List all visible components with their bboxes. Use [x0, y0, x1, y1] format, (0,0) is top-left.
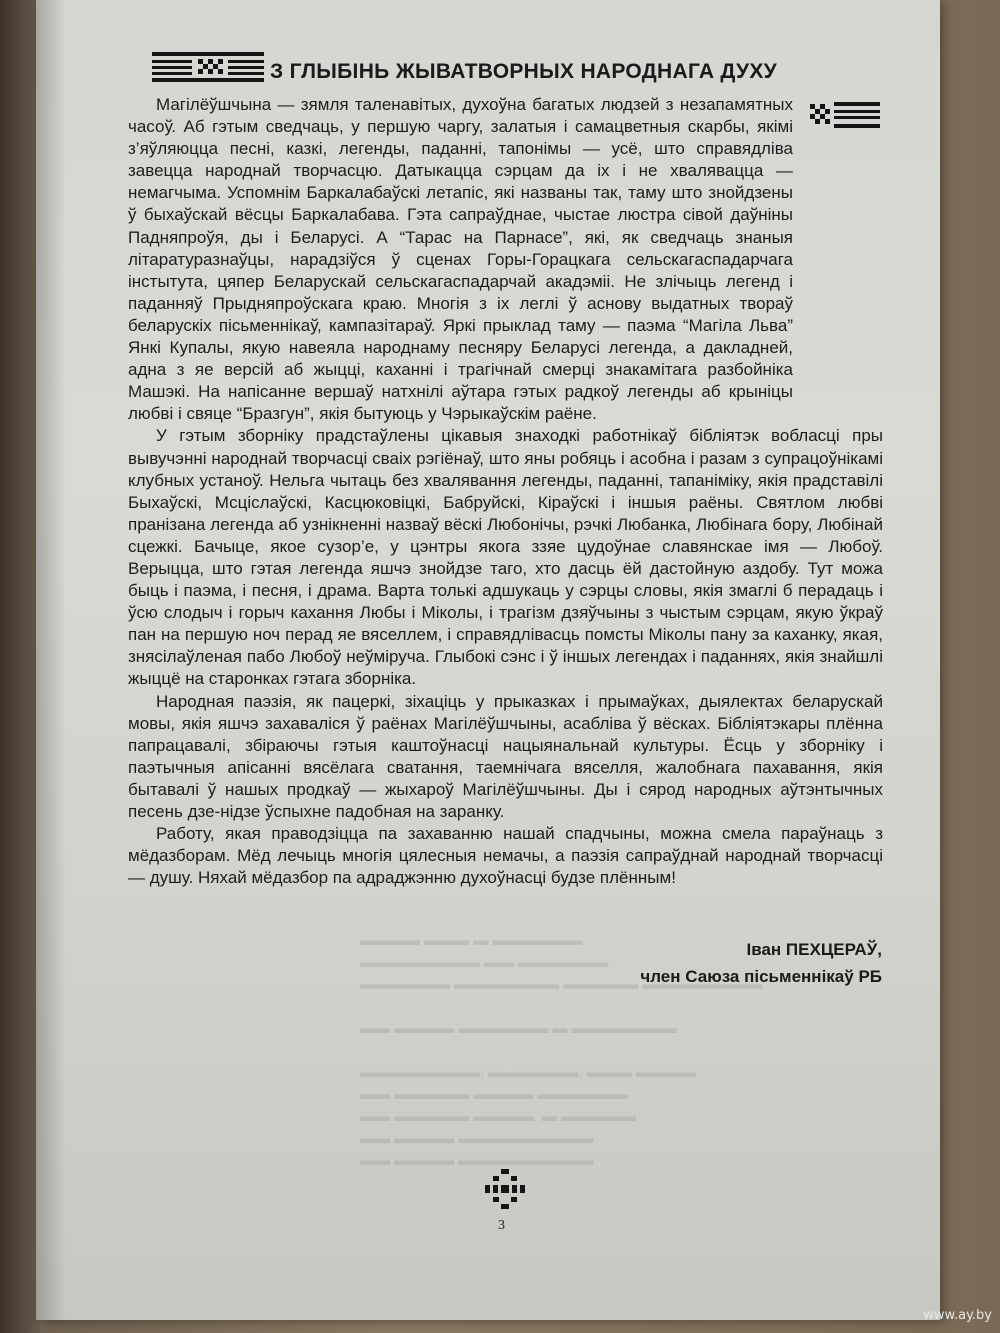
page-number: 3 — [498, 1218, 505, 1233]
page-fold-shading — [36, 0, 66, 1320]
page-spine-shadow — [0, 0, 40, 1333]
paragraph-2: У гэтым зборніку прадстаўлены цікавыя знаходкі работнікаў бібліятэк вобласці пры вывучэнні народнай творчасці сваіх рэгіёнаў, што яны робяць і асобна і разам з супрацоўнікамі клубных устаноў. Нельга чытаць без хвалявання легенды, паданні, тапаніміку, якія прадставілі Быхаўскі, Мсціслаўскі, Касцюковіцкі, Бабруйскі, Кіраўскі і іншыя раёны. Святлом любві пранізана легенда аб узнікненні назваў вёскі Любонічы, рэчкі Любанка, Любінага бору, Любінай сцежкі. Бачыце, якое сузор’е, у цэнтры якога ззяе цудоўнае славянскае імя — Любоў. Верыцца, што гэтая легенда яшчэ знойдзе таго, хто дасць ёй дастойную аздобу. Тут можа быць і паэма, і песня, і драма. Варта толькі адшукаць у сэрцы словы, якія змаглі б перадаць і ўсю слодыч і горыч кахання Любы і Міколы, і трагізм дзяўчыны з чыстым сэрцам, якую ўкраў пан на першую ноч перад яе вяселлем, і справядлівасць помсты Міколы пану за каханку, якая, знясілаўленая пабо Любоў неўміруча. Глыбокі сэнс і ў іншых легендах і паданнях, якія знайшлі жыццё на старонках гэтага зборніка. — [128, 426, 883, 689]
page-title: З ГЛЫБІНЬ ЖЫВАТВОРНЫХ НАРОДНАГА ДУХУ — [270, 60, 777, 83]
author-position: член Саюза пісьменнікаў РБ — [640, 967, 882, 986]
folk-ornament-icon — [152, 50, 264, 84]
paragraph-4: Работу, якая праводзіцца па захаванню нашай спадчыны, можна смела параўнаць з мёдазборам. Мёд лечыць многія цялесныя немачы, а паэзія сапраўднай народнай творчасці — душу. Няхай мёдазбор па адраджэнню духоўнасці будзе плённым! — [128, 824, 883, 888]
article-body — [128, 94, 883, 889]
signature-block — [382, 936, 882, 990]
paragraph-1: Магілёўшчына — зямля таленавітых, духоўна багатых людзей з незапамятных часоў. Аб гэтым сведчаць, у першую чаргу, залатыя і самацветныя скарбы, якімі з’яўляюцца песні, казкі, легенды, паданні, тапонімы — усё, што справядліва завецца народнай творчасцю. Датыкацца сэрцам да іх і не хвалявацца — немагчыма. Успомнім Баркалабаўскі летапіс, які названы так, таму што знойдзены ў быхаўскай вёсцы Баркалабава. Гэта сапраўднае, чыстае люстра сівой даўніны Падняпроўя, ды і Беларусі. А “Тарас на Парнасе”, які, як сведчаць знаныя літаратуразнаўцы, нарадзіўся ў сценах Горы-Горацкага сельскагаспадарчага інстытута, цяпер Беларускай сельскагаспадарчай акадэміі. Не злічыць легенд і паданняў Прыдняпроўскага краю. Многія з іх леглі ў аснову выдатных твораў беларускіх пісьменнікаў, кампазітараў. Яркі прыклад таму — паэма “Магіла Льва” Янкі Купалы, якую навеяла народнаму песняру Беларусі легенда, а дакладней, адна з яе версій аб жыцці, каханні і трагічнай смерці знакамітага разбойніка Машэкі. На напісанне вершаў натхнілі аўтара гэтых радкоў легенды аб крыніцы любві і свяце “Бразгун”, якія бытуюць у Чэрыкаўскім раёне. — [128, 95, 793, 424]
watermark: www.ay.by — [923, 1308, 992, 1323]
folk-ornament-icon — [484, 1168, 526, 1210]
bleed-through-text: ▬▬▬▬ ▬▬▬ ▬ ▬▬▬▬▬▬ ▬▬▬▬▬▬▬▬ ▬▬ ▬▬▬▬▬▬ ▬▬▬▬▬▬ ▬▬▬▬▬▬▬ ▬▬▬▬▬ ▬▬▬▬▬▬▬▬ ▬▬ ▬▬▬▬ ▬▬▬▬▬▬ ▬ ▬▬▬▬▬▬▬ ▬▬▬▬▬▬▬▬, ▬▬▬▬▬▬, ▬▬▬ ▬▬▬▬ ▬▬ ▬▬▬▬▬ ▬▬▬▬ ▬▬▬▬▬▬ ▬▬ ▬▬▬▬▬ ▬▬▬▬, ▬ ▬▬▬▬▬ ▬▬ ▬▬▬▬ ▬▬▬▬▬▬▬▬▬ ▬▬ ▬▬▬▬ ▬▬▬▬▬▬▬▬▬ — [360, 932, 763, 1169]
author-name: Іван ПЕХЦЕРАЎ, — [746, 940, 882, 959]
paragraph-3: Народная паэзія, як пацеркі, зіхаціць у прыказках і прымаўках, дыялектах беларускай мовы, якія яшчэ захаваліся ў раёнах Магілёўшчыны, асабліва ў вёсках. Бібліятэкары плённа папрацавалі, збіраючы гэтыя каштоўнасці нацыянальнай культуры. Ёсць у зборніку і паэтычныя апісанні вясёлага сватання, таемнічага вяселля, жалобнага пахавання, якія бытавалі ў нашых продкаў — жыхароў Магілёўшчыны. Ды і сярод народных аўтэнтычных песень дзе-нідзе ўспыхне падобная на заранку. — [128, 691, 883, 821]
